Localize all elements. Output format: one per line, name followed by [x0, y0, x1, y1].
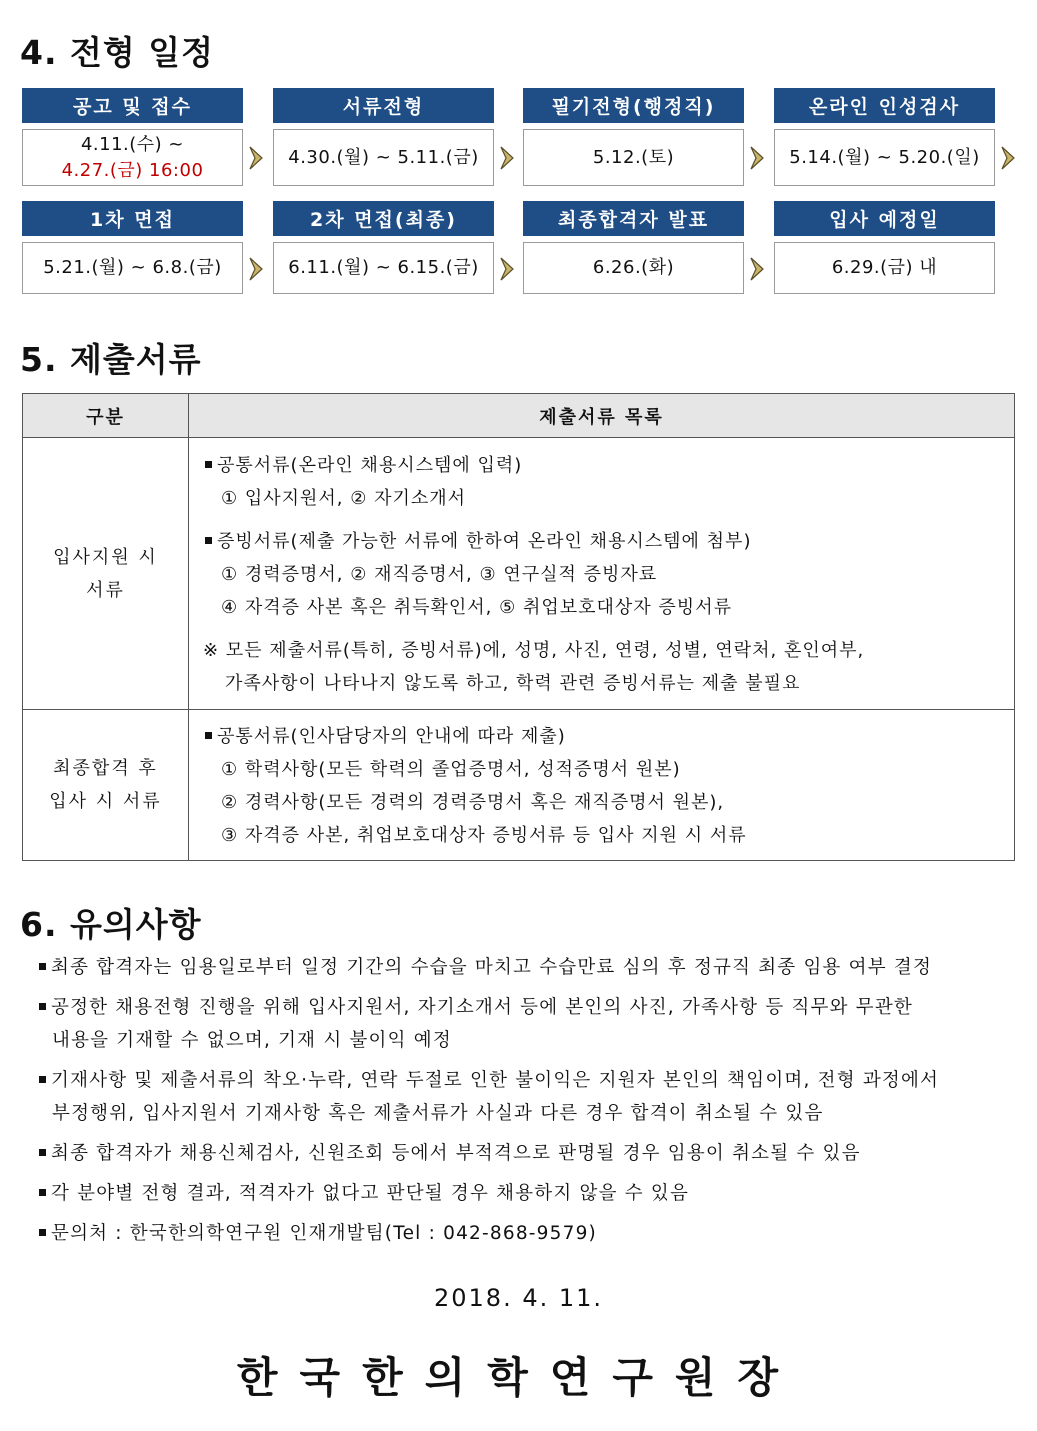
stage-label: 입사 예정일	[774, 201, 995, 236]
note-line: 가족사항이 나타나지 않도록 하고, 학력 관련 증빙서류는 제출 불필요	[225, 673, 801, 694]
square-bullet-icon	[39, 1149, 46, 1156]
row-content	[189, 710, 1015, 861]
stage-date: 5.14.(월) ~ 5.20.(일)	[774, 129, 995, 186]
note-line: ※ 모든 제출서류(특히, 증빙서류)에, 성명, 사진, 연령, 성별, 연락처, 혼인여부,	[203, 640, 865, 661]
note-text: 각 분야별 전형 결과, 적격자가 없다고 판단될 경우 채용하지 않을 수 있음	[51, 1183, 690, 1204]
stage-label: 1차 면접	[22, 201, 243, 236]
chevron-right-icon	[248, 145, 268, 171]
notes-list	[37, 951, 1027, 1250]
stage-date: 6.29.(금) 내	[774, 242, 995, 294]
stage-document-screening	[273, 88, 494, 186]
list-item	[203, 449, 1014, 482]
stage-online-personality-test	[774, 88, 995, 186]
list-item	[37, 991, 1027, 1057]
list-item: ① 경력증명서, ② 재직증명서, ③ 연구실적 증빙자료	[221, 564, 658, 585]
stage-label: 서류전형	[273, 88, 494, 123]
documents-section-title: 5. 제출서류	[20, 340, 202, 379]
list-item	[37, 1217, 1027, 1250]
stage-date: 5.21.(월) ~ 6.8.(금)	[22, 242, 243, 294]
row-content	[189, 438, 1015, 710]
square-bullet-icon	[39, 1076, 46, 1083]
stage-first-interview	[22, 201, 243, 294]
signer-name: 한국한의학연구원장	[236, 1353, 801, 1402]
stage-date	[22, 129, 243, 186]
category-line: 입사지원 시	[53, 546, 158, 568]
column-header-list: 제출서류 목록	[189, 394, 1015, 438]
table-header-row	[23, 394, 1015, 438]
table-row	[23, 710, 1015, 861]
note-text: 부정행위, 입사지원서 기재사항 혹은 제출서류가 사실과 다른 경우 합격이 취소될 수 있음	[52, 1103, 824, 1124]
list-item	[37, 1064, 1027, 1130]
note-text: 최종 합격자가 채용신체검사, 신원조회 등에서 부적격으로 판명될 경우 임용이 취소될 수 있음	[51, 1143, 861, 1164]
note-text: 최종 합격자는 임용일로부터 일정 기간의 수습을 마치고 수습만료 심의 후 정규직 최종 임용 여부 결정	[51, 957, 933, 978]
row-category	[23, 710, 189, 861]
documents-table	[22, 393, 1015, 861]
list-item	[203, 720, 1014, 753]
chevron-right-icon	[749, 145, 769, 171]
square-bullet-icon	[39, 1229, 46, 1236]
stage-label: 공고 및 접수	[22, 88, 243, 123]
group-title: 공통서류(인사담당자의 안내에 따라 제출)	[217, 726, 566, 747]
list-item: ① 입사지원서, ② 자기소개서	[221, 488, 467, 509]
square-bullet-icon	[205, 732, 212, 739]
stage-label: 최종합격자 발표	[523, 201, 744, 236]
schedule-section-title: 4. 전형 일정	[20, 33, 214, 72]
note-text: 기재사항 및 제출서류의 착오·누락, 연락 두절로 인한 불이익은 지원자 본인의 책임이며, 전형 과정에서	[51, 1070, 940, 1091]
stage-written-exam	[523, 88, 744, 186]
list-item: ④ 자격증 사본 혹은 취득확인서, ⑤ 취업보호대상자 증빙서류	[221, 597, 732, 618]
square-bullet-icon	[39, 1189, 46, 1196]
category-line: 입사 시 서류	[49, 791, 162, 812]
category-line: 서류	[86, 579, 125, 601]
square-bullet-icon	[39, 1003, 46, 1010]
chevron-right-icon	[248, 256, 268, 282]
row-category	[23, 438, 189, 710]
document-date: 2018. 4. 11.	[433, 1284, 604, 1312]
column-header-category: 구분	[23, 394, 189, 438]
group-title: 공통서류(온라인 채용시스템에 입력)	[217, 455, 523, 476]
stage-date: 5.12.(토)	[523, 129, 744, 186]
contact-text: 문의처 : 한국한의학연구원 인재개발팀(Tel : 042-868-9579)	[51, 1223, 597, 1244]
stage-date: 6.11.(월) ~ 6.15.(금)	[273, 242, 494, 294]
stage-final-announcement	[523, 201, 744, 294]
stage-label: 온라인 인성검사	[774, 88, 995, 123]
stage-date: 4.30.(월) ~ 5.11.(금)	[273, 129, 494, 186]
chevron-right-icon	[499, 145, 519, 171]
list-item: ② 경력사항(모든 경력의 경력증명서 혹은 재직증명서 원본),	[221, 792, 725, 813]
list-item	[37, 1177, 1027, 1210]
notes-section-title: 6. 유의사항	[20, 905, 202, 944]
list-item: ① 학력사항(모든 학력의 졸업증명서, 성적증명서 원본)	[221, 759, 681, 780]
stage-final-interview	[273, 201, 494, 294]
list-item	[37, 1137, 1027, 1170]
deadline-date-line: 4.27.(금) 16:00	[61, 159, 204, 181]
stage-date-line: 4.11.(수) ~	[80, 133, 185, 155]
list-item	[37, 951, 1027, 984]
stage-label: 필기전형(행정직)	[523, 88, 744, 123]
chevron-right-icon	[1000, 145, 1020, 171]
group-title: 증빙서류(제출 가능한 서류에 한하여 온라인 채용시스템에 첨부)	[217, 531, 752, 552]
category-line: 최종합격 후	[53, 758, 158, 779]
list-item	[203, 525, 1014, 558]
table-row	[23, 438, 1015, 710]
list-item: ③ 자격증 사본, 취업보호대상자 증빙서류 등 입사 지원 시 서류	[221, 825, 747, 846]
square-bullet-icon	[205, 537, 212, 544]
stage-announcement	[22, 88, 243, 186]
stage-label: 2차 면접(최종)	[273, 201, 494, 236]
chevron-right-icon	[499, 256, 519, 282]
square-bullet-icon	[205, 461, 212, 468]
square-bullet-icon	[39, 963, 46, 970]
stage-start-date	[774, 201, 995, 294]
note-text: 공정한 채용전형 진행을 위해 입사지원서, 자기소개서 등에 본인의 사진, 가족사항 등 직무와 무관한	[51, 997, 913, 1018]
note-text: 내용을 기재할 수 없으며, 기재 시 불이익 예정	[52, 1030, 452, 1051]
stage-date: 6.26.(화)	[523, 242, 744, 294]
chevron-right-icon	[749, 256, 769, 282]
